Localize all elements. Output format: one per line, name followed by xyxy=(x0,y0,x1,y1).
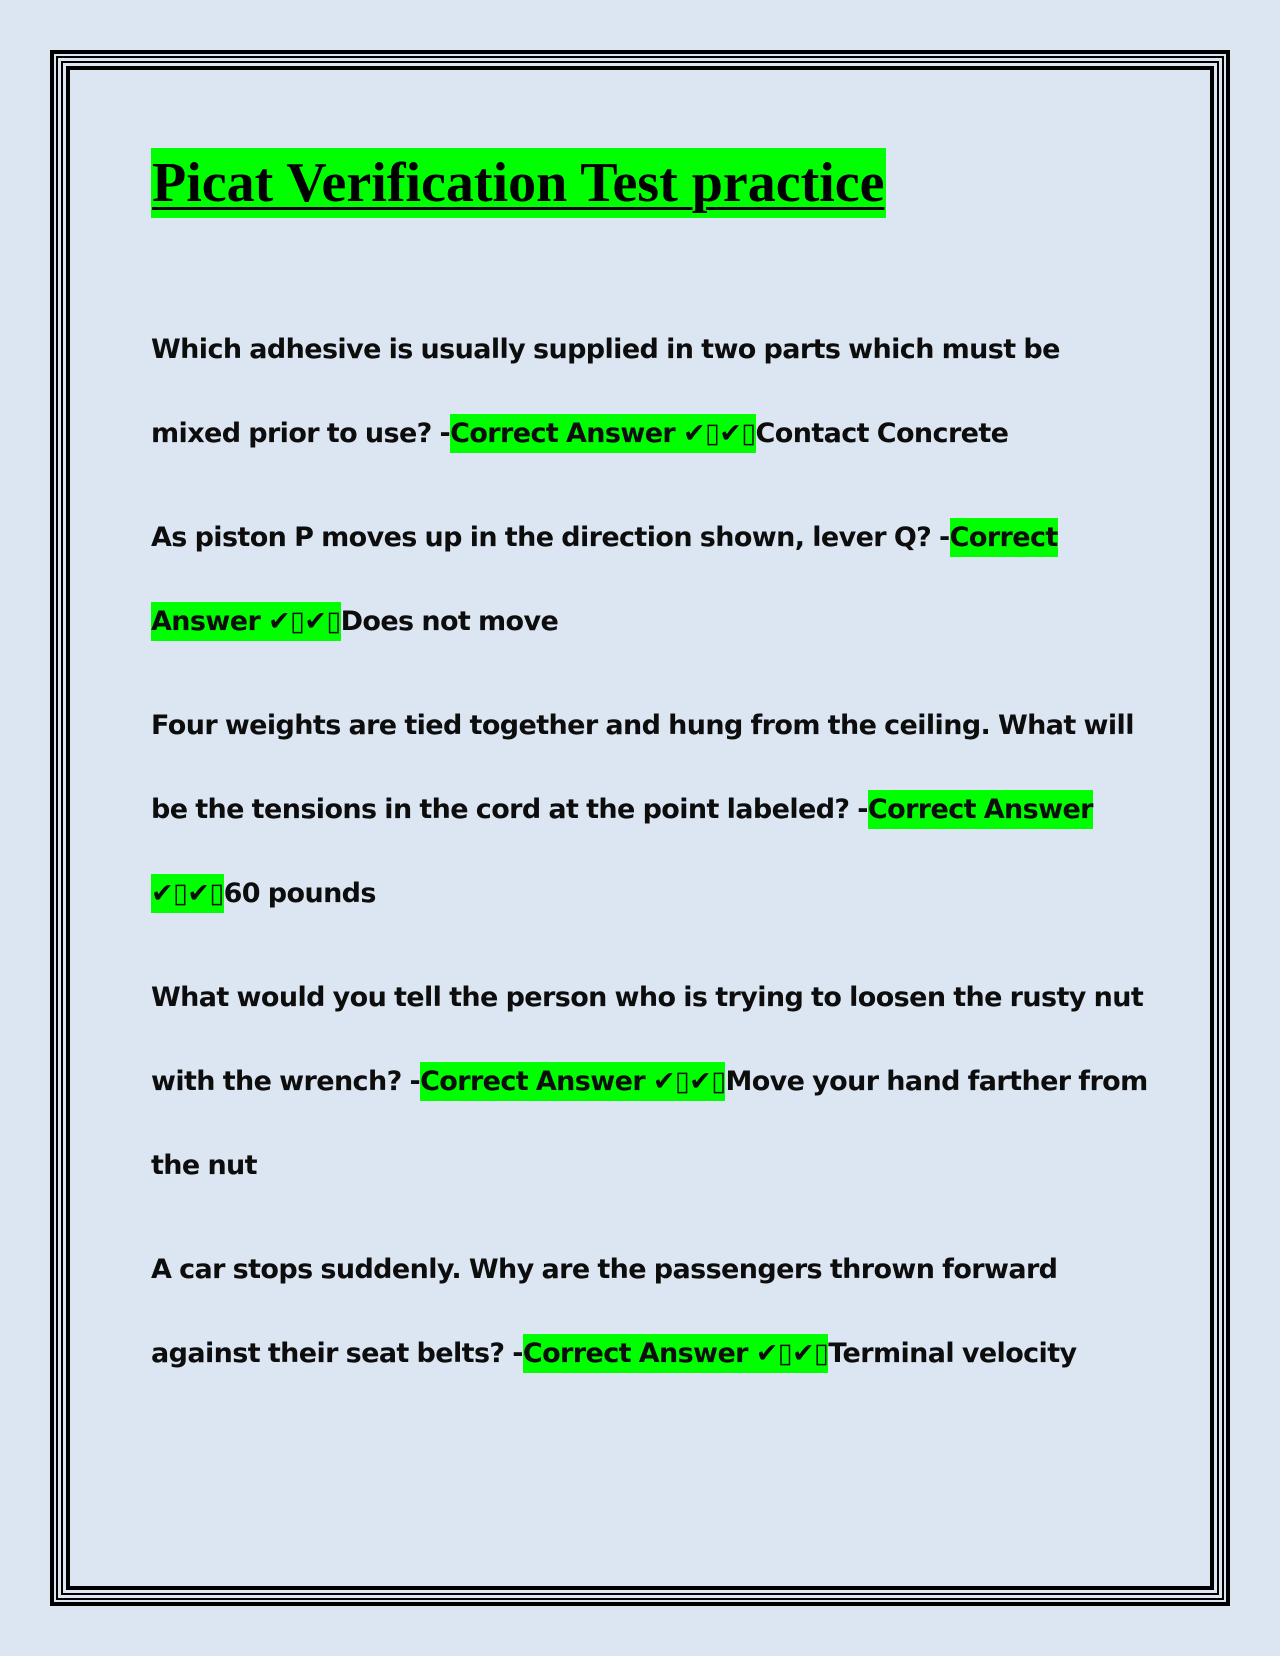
qa-item xyxy=(151,684,1151,936)
answer-text: Does not move xyxy=(340,606,559,637)
check-mark-icon: ✔ xyxy=(267,606,291,637)
qa-item xyxy=(151,496,1151,664)
answer-text: Contact Concrete xyxy=(755,418,1009,449)
answer-text: Move your hand farther from the nut xyxy=(151,1066,1148,1181)
check-mark-icon: ✔ xyxy=(652,1066,675,1097)
question-text: Four weights are tied together and hung from the ceiling. What will be the tensions in the cord at the point labeled? - xyxy=(151,710,1134,825)
check-mark-icon: ✔ xyxy=(304,606,327,637)
qa-item xyxy=(151,956,1151,1208)
box-glyph-icon: ▯ xyxy=(326,606,341,637)
question-text: What would you tell the person who is trying to loosen the rusty nut with the wrench? - xyxy=(151,982,1144,1097)
box-glyph-icon: ▯ xyxy=(173,878,188,909)
qa-item xyxy=(151,1228,1151,1396)
box-glyph-icon: ▯ xyxy=(814,1338,829,1369)
correct-answer-label: Correct Answer xyxy=(522,1338,748,1369)
box-glyph-icon: ▯ xyxy=(741,418,756,449)
box-glyph-icon: ▯ xyxy=(704,418,720,449)
box-glyph-icon: ▯ xyxy=(777,1338,792,1369)
box-glyph-icon: ▯ xyxy=(209,878,224,909)
check-mark-icon: ✔ xyxy=(187,878,210,909)
answer-text: 60 pounds xyxy=(223,878,376,909)
correct-answer-label: Correct Answer xyxy=(420,1066,646,1097)
check-mark-icon: ✔ xyxy=(755,1338,778,1369)
page-title: Picat Verification Test practice xyxy=(151,148,886,218)
answer-text: Terminal velocity xyxy=(828,1338,1077,1369)
correct-answer-label: Correct Answer xyxy=(151,522,1058,637)
correct-answer-marker xyxy=(523,1334,828,1373)
qa-item xyxy=(151,308,1151,476)
box-glyph-icon: ▯ xyxy=(674,1066,690,1097)
correct-answer-marker xyxy=(420,1062,725,1101)
check-mark-icon: ✔ xyxy=(719,418,742,449)
check-mark-icon: ✔ xyxy=(689,1066,712,1097)
box-glyph-icon: ▯ xyxy=(290,606,305,637)
check-mark-icon: ✔ xyxy=(151,878,174,909)
document-body xyxy=(151,148,1151,1396)
check-mark-icon: ✔ xyxy=(682,418,705,449)
question-text: A car stops suddenly. Why are the passengers thrown forward against their seat belts? - xyxy=(151,1254,1058,1369)
correct-answer-label: Correct Answer xyxy=(450,418,676,449)
question-text: Which adhesive is usually supplied in two parts which must be mixed prior to use? - xyxy=(151,334,1060,449)
box-glyph-icon: ▯ xyxy=(711,1066,726,1097)
correct-answer-marker xyxy=(450,414,755,453)
check-mark-icon: ✔ xyxy=(791,1338,815,1369)
question-text: As piston P moves up in the direction shown, lever Q? - xyxy=(151,522,950,553)
correct-answer-label: Correct Answer xyxy=(867,794,1093,825)
